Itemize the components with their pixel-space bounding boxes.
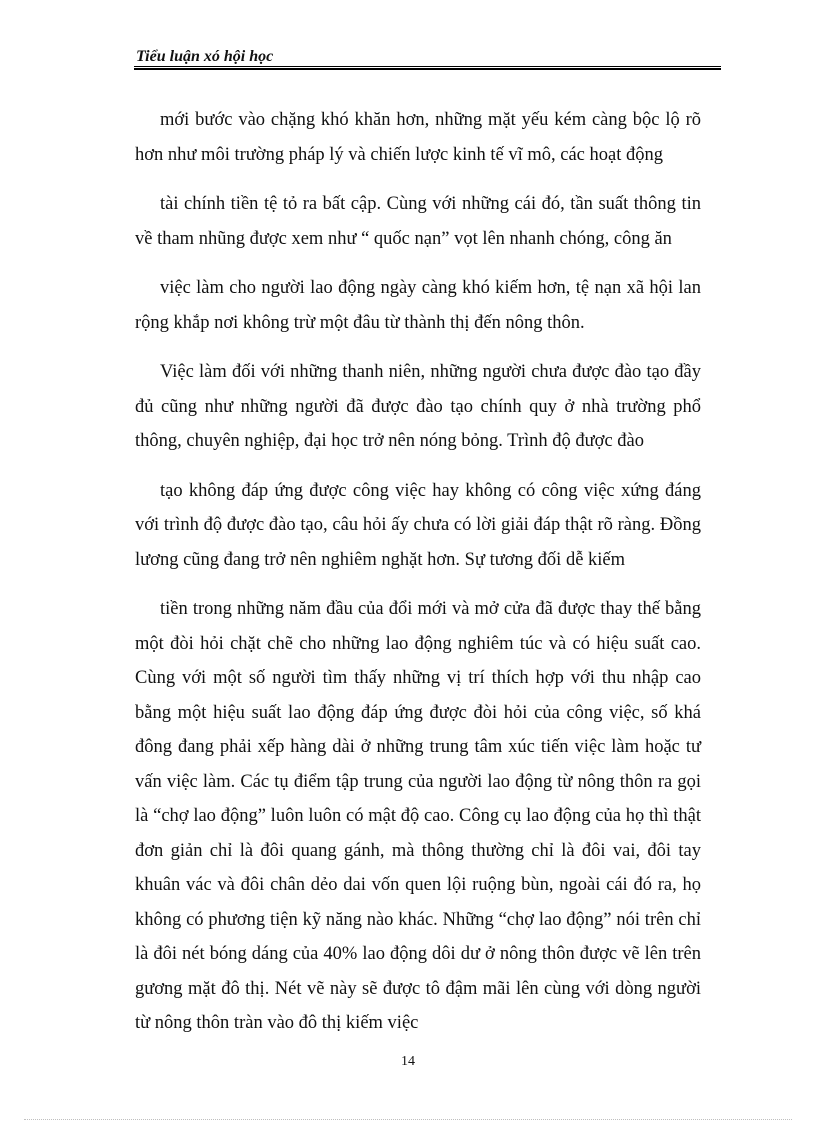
header-rule-thin (134, 66, 721, 67)
paragraph-5: tạo không đáp ứng được công việc hay không có công việc xứng đáng với trình độ được đào tạo, câu hỏi ấy chưa có lời giải đáp thật rõ ràng. Đồng lương cũng đang trở nên nghiêm nghặt hơn. Sự tương đối dễ kiếm (135, 480, 701, 570)
header-rule-thick (134, 68, 721, 70)
running-header-title: Tiểu luận xó hội học (136, 48, 274, 65)
paragraph-4: Việc làm đối với những thanh niên, những người chưa được đào tạo đầy đủ cũng như những người đã được đào tạo chính quy ở nhà trường phổ thông, chuyên nghiệp, đại học trở nên nóng bỏng. Trình độ được đào (135, 362, 701, 451)
body-text (135, 103, 701, 1041)
page-bottom-border (24, 1119, 792, 1120)
paragraph-6: tiền trong những năm đầu của đổi mới và mở cửa đã được thay thế bằng một đòi hỏi chặt chẽ cho những lao động nghiêm túc và có hiệu suất cao. Cùng với một số người tìm thấy những vị trí thích hợp với thu nhập cao bằng một hiệu suất lao động đáp ứng được đòi hỏi của công việc, số khá đông đang phải xếp hàng dài ở những trung tâm xúc tiến việc làm hoặc tư vấn việc làm. Các tụ điểm tập trung của người lao động từ nông thôn ra gọi là “chợ lao động” luôn luôn có mật độ cao. Công cụ lao động của họ thì thật đơn giản chỉ là đôi quang gánh, mà thông thường chỉ là đôi vai, đôi tay khuân vác và đôi chân dẻo dai vốn quen lội ruộng bùn, ngoài cái đó ra, họ không có phương tiện kỹ năng nào khác. Những “chợ lao động” nói trên chỉ là đôi nét bóng dáng của 40% lao động dôi dư ở nông thôn được vẽ lên trên gương mặt đô thị. Nét vẽ này sẽ được tô đậm mãi lên cùng với dòng người từ nông thôn tràn vào đô thị kiếm việc (135, 599, 701, 1033)
paragraph-2: tài chính tiền tệ tỏ ra bất cập. Cùng với những cái đó, tần suất thông tin về tham nhũng được xem như “ quốc nạn” vọt lên nhanh chóng, công ăn (135, 194, 701, 249)
page-number: 14 (401, 1054, 415, 1069)
paragraph-3: việc làm cho người lao động ngày càng khó kiếm hơn, tệ nạn xã hội lan rộng khắp nơi không trừ một đâu từ thành thị đến nông thôn. (135, 278, 701, 333)
paragraph-1: mới bước vào chặng khó khăn hơn, những mặt yếu kém càng bộc lộ rõ hơn như môi trường pháp lý và chiến lược kinh tế vĩ mô, các hoạt động (135, 110, 701, 165)
